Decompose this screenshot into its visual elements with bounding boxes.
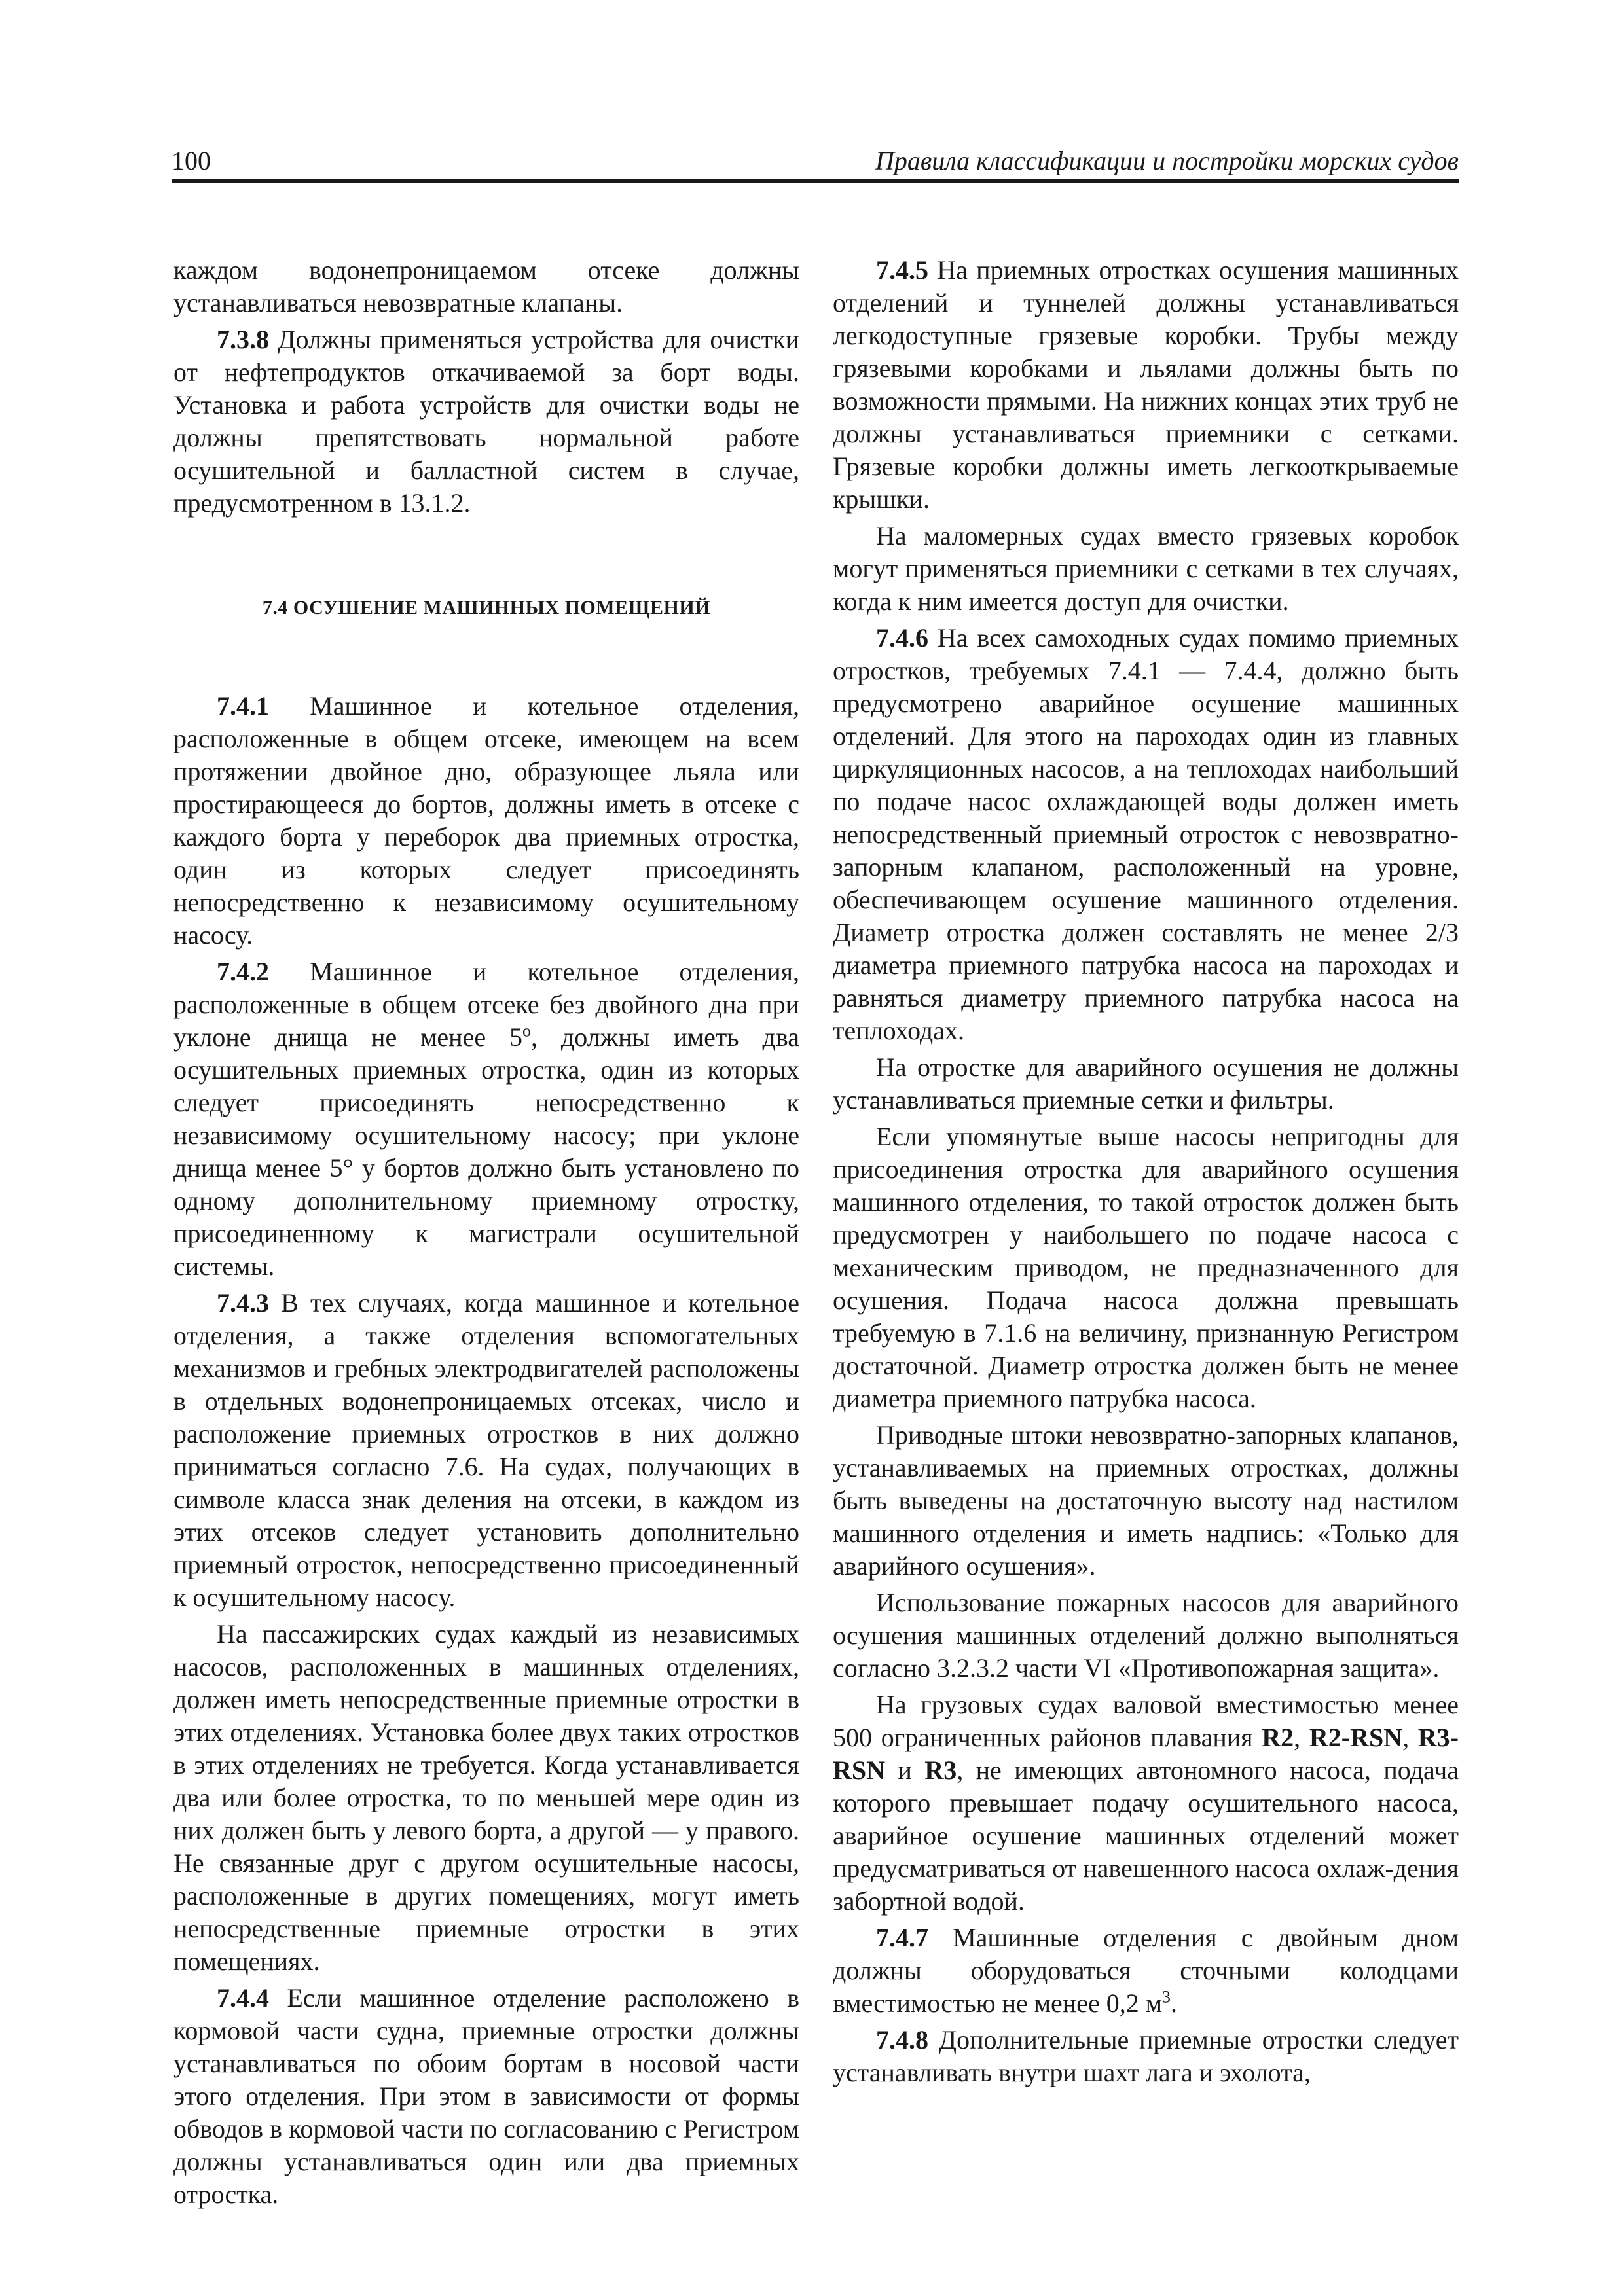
- paragraph: На отростке для аварийного осушения не должны устанавливаться приемные сетки и фильтры.: [833, 1052, 1459, 1115]
- paragraph-7-4-8: 7.4.8 Дополнительные приемные отростки следует устанавливать внутри шахт лага и эхолота,: [833, 2025, 1459, 2087]
- page-number: 100: [172, 146, 211, 175]
- clause-number: 7.4.6: [876, 623, 928, 653]
- header-rule: [172, 179, 1459, 183]
- paragraph: Если упомянутые выше насосы непригодны для присоединения отростка для аварийного осушения машинного отделения, то такой отросток должен быть предусмотрен у наибольшего по подаче насоса с механическим приводом, не предназначенного для осушения. Подача насоса должна превышать требуемую в 7.1.6 на величину, признанную Регистром достаточной. Диаметр отростка должен быть не менее диаметра приемного патрубка насоса.: [833, 1122, 1459, 1413]
- paragraph-7-3-8: 7.3.8 Должны применяться устройства для очистки от нефтепродуктов откачиваемой за борт воды. Установка и работа устройств для очистки воды не должны препятствовать нормальной работе осушительной и балластной систем в случае, предусмотренном в 13.1.2.: [173, 325, 799, 518]
- paragraph-7-4-7: 7.4.7 Машинные отделения с двойным дном должны оборудоваться сточными колодцами вместимостью не менее 0,2 $м^3$.: [833, 1923, 1459, 2018]
- paragraph-7-4-1: 7.4.1 Машинное и котельное отделения, расположенные в общем отсеке, имеющем на всем протяжении двойное дно, образующее льяла или простирающееся до бортов, должны иметь в отсеке с каждого борта у переборок два приемных отростка, один из которых следует присоединять непосредственно к независимому осушительному насосу.: [173, 691, 799, 950]
- paragraph: На пассажирских судах каждый из независимых насосов, расположенных в машинных отделениях, должен иметь непосредственные приемные отростки в этих отделениях. Установка более двух таких отростков в этих отделениях не требуется. Когда устанавливается два или более отростка, то по меньшей мере один из них должен быть у левого борта, а другой — у правого. Не связанные друг с другом осушительные насосы, расположенные в других помещениях, могут иметь непосредственные приемные отростки в этих помещениях.: [173, 1619, 799, 1976]
- clause-number: 7.3.8: [217, 325, 269, 354]
- paragraph-7-4-6: 7.4.6 На всех самоходных судах помимо приемных отростков, требуемых 7.4.1 — 7.4.4, должно быть предусмотрено аварийное осушение машинных отделений. Для этого на пароходах один из главных циркуляционных насосов, а на теплоходах наибольший по подаче насос охлаждающей воды должен иметь непосредственный приемный отросток с невозвратно-запорным клапаном, расположенный на уровне, обеспечивающем осушение машинного отделения. Диаметр отростка должен составлять не менее 2/3 диаметра приемного патрубка насоса на пароходах и равняться диаметру приемного патрубка насоса на теплоходах.: [833, 623, 1459, 1045]
- clause-number: 7.4.1: [217, 691, 269, 721]
- running-title: Правила классификации и постройки морских судов: [875, 146, 1459, 175]
- paragraph: Приводные штоки невозвратно-запорных клапанов, устанавливаемых на приемных отростках, должны быть выведены на достаточную высоту над настилом машинного отделения и иметь надпись: «Только для аварийного осушения».: [833, 1420, 1459, 1581]
- clause-number: 7.4.5: [876, 255, 928, 285]
- paragraph-7-4-3: 7.4.3 В тех случаях, когда машинное и котельное отделения, а также отделения вспомогательных механизмов и гребных электродвигателей расположены в отдельных водонепроницаемых отсеках, число и расположение приемных отростков в них должно приниматься согласно 7.6. На судах, получающих в символе класса знак деления на отсеки, в каждом из этих отсеков следует установить дополнительно приемный отросток, непосредственно присоединенный к осушительному насосу.: [173, 1288, 799, 1612]
- clause-number: 7.4.3: [217, 1288, 269, 1318]
- paragraph: каждом водонепроницаемом отсеке должны устанавливаться невозвратные клапаны.: [173, 255, 799, 317]
- page-header: [172, 145, 1459, 185]
- section-heading-7-4: 7.4 ОСУШЕНИЕ МАШИННЫХ ПОМЕЩЕНИЙ: [262, 597, 711, 619]
- paragraph: Использование пожарных насосов для аварийного осушения машинных отделений должно выполняться согласно 3.2.3.2 части VI «Противопожарная защита».: [833, 1588, 1459, 1683]
- paragraph-7-4-2: 7.4.2 Машинное и котельное отделения, расположенные в общем отсеке без двойного дна при уклоне днища не менее $5^о$, должны иметь два осушительных приемных отростка, один из которых следует присоединять непосредственно к независимому осушительному насосу; при уклоне днища менее 5° у бортов должно быть установлено по одному дополнительному приемному отростку, присоединенному к магистрали осушительной системы.: [173, 957, 799, 1281]
- paragraph: На маломерных судах вместо грязевых коробок могут применяться приемники с сетками в тех случаях, когда к ним имеется доступ для очистки.: [833, 521, 1459, 616]
- left-column: [173, 254, 799, 2215]
- clause-number: 7.4.4: [217, 1983, 269, 2013]
- clause-number: 7.4.2: [217, 957, 269, 986]
- paragraph-7-4-4: 7.4.4 Если машинное отделение расположено в кормовой части судна, приемные отростки должны устанавливаться по обоим бортам в носовой части этого отделения. При этом в зависимости от формы обводов в кормовой части по согласованию с Регистром должны устанавливаться один или два приемных отростка.: [173, 1983, 799, 2209]
- clause-number: 7.4.7: [876, 1923, 928, 1952]
- paragraph: На грузовых судах валовой вместимостью менее 500 ограниченных районов плавания R2, R2-RSN, R3-RSN и R3, не имеющих автономного насоса, подача которого превышает подачу осушительного насоса, аварийное осушение машинных отделений может предусматриваться от навешенного насоса охлаж-дения забортной водой.: [833, 1690, 1459, 1916]
- paragraph-7-4-5: 7.4.5 На приемных отростках осушения машинных отделений и туннелей должны устанавливаться легкодоступные грязевые коробки. Трубы между грязевыми коробками и льялами должны быть по возможности прямыми. На нижних концах этих труб не должны устанавливаться приемники с сетками. Грязевые коробки должны иметь легкооткрываемые крышки.: [833, 255, 1459, 514]
- right-column: [833, 254, 1459, 2093]
- clause-number: 7.4.8: [876, 2025, 928, 2054]
